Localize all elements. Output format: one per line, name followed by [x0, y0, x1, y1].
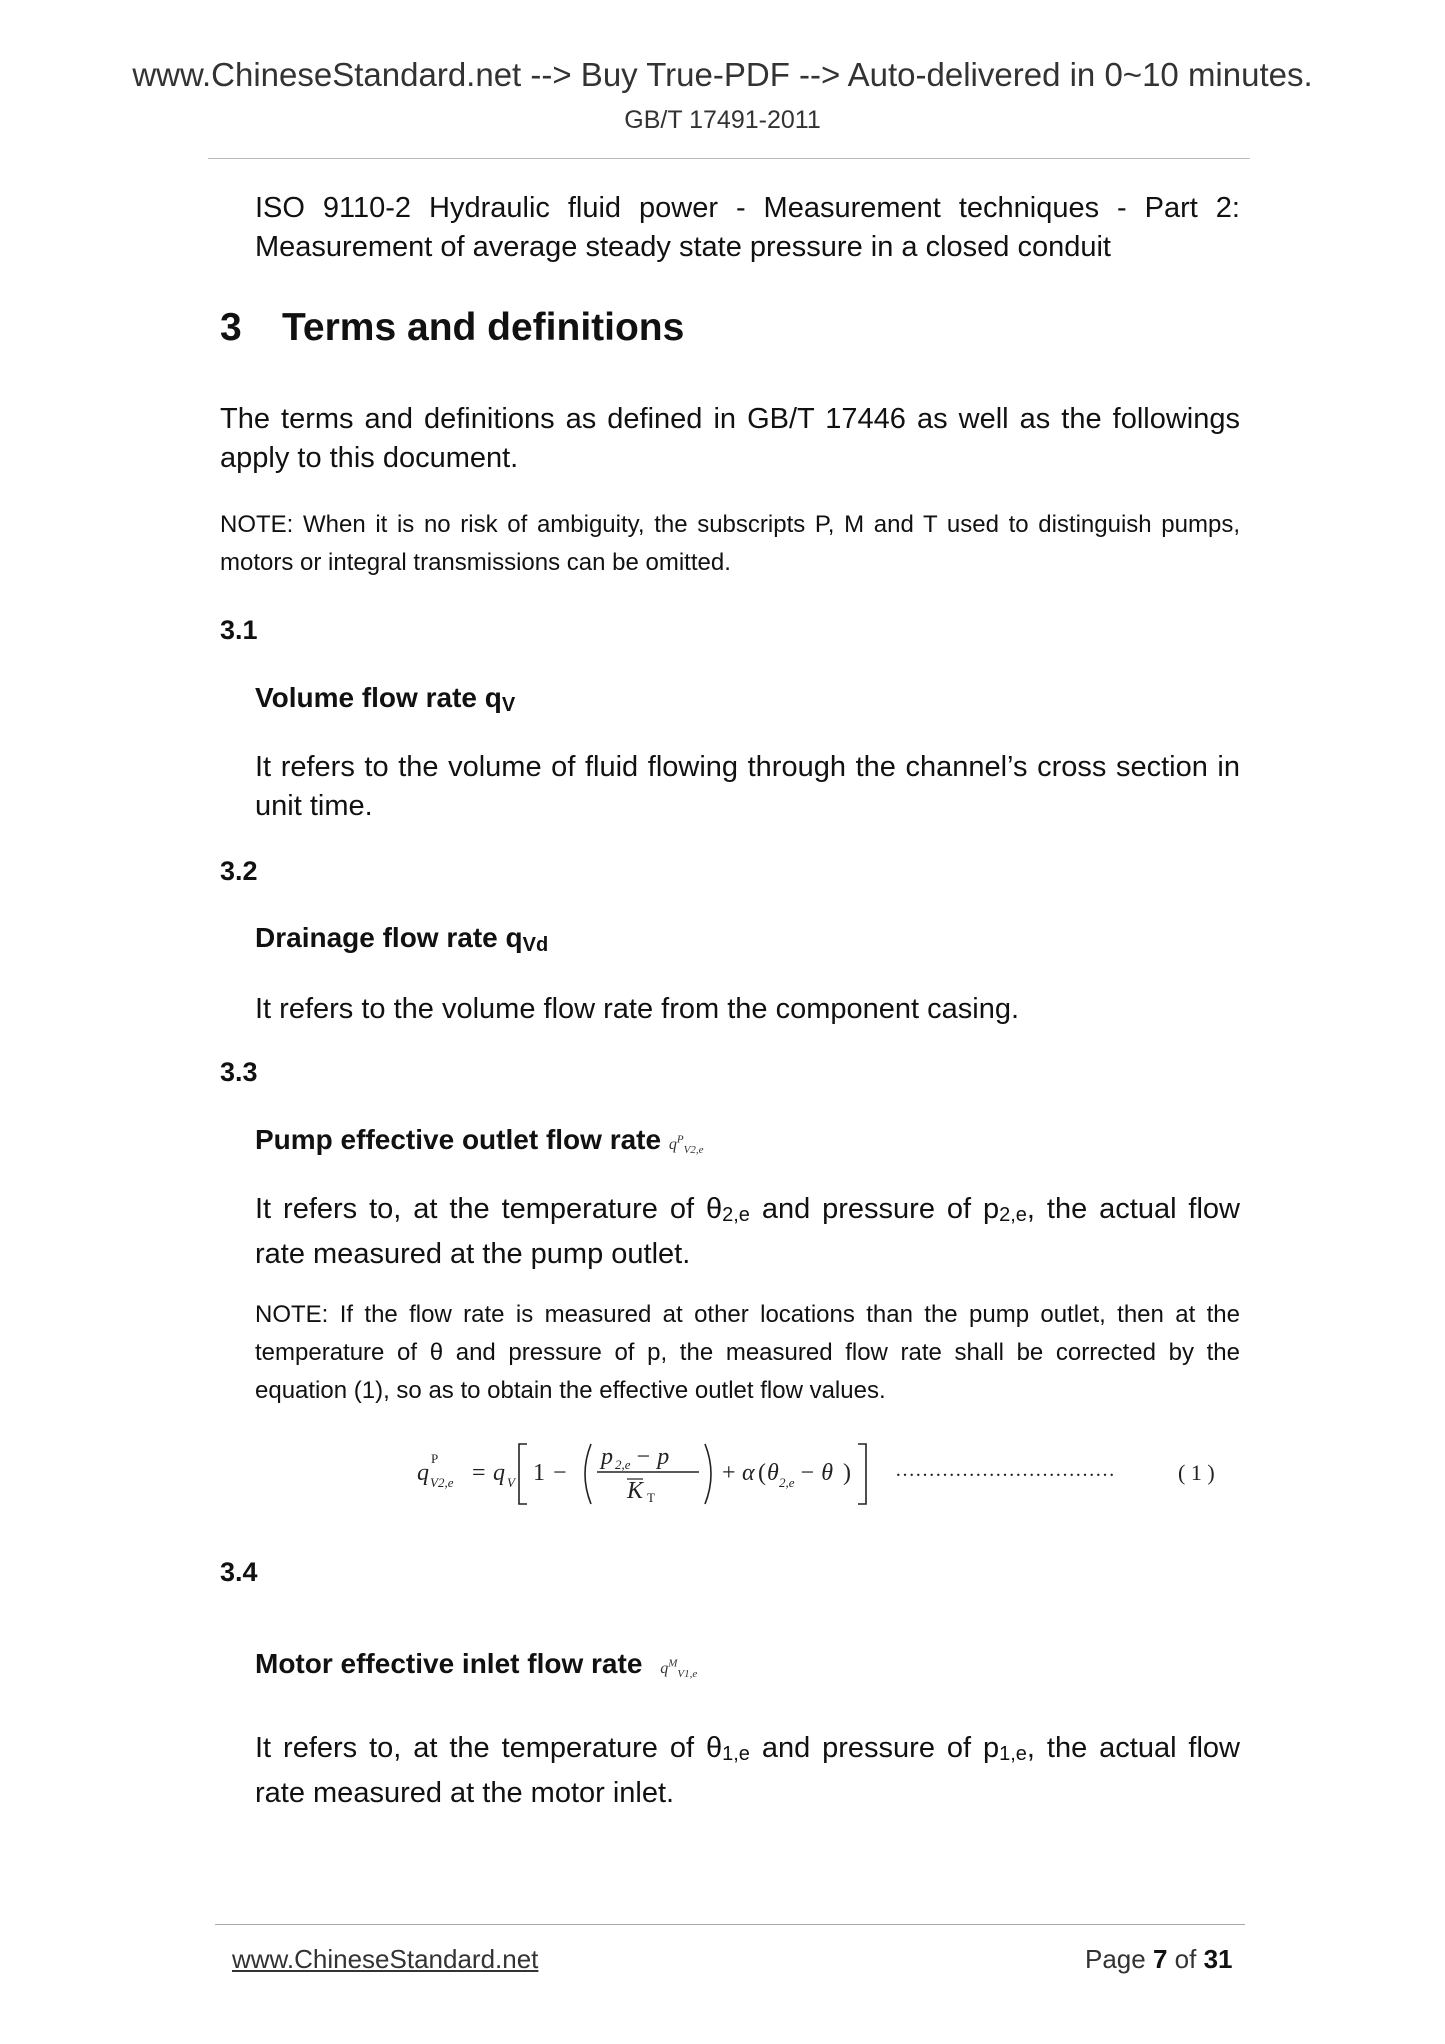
- eq-label: ( 1 ): [1178, 1460, 1215, 1485]
- definition-3-1: It refers to the volume of fluid flowing through the channel’s cross section in unit time.: [255, 751, 1240, 822]
- header-banner: www.ChineseStandard.net --> Buy True-PDF --> Auto-delivered in 0~10 minutes.: [132, 56, 1313, 93]
- clause-number-3-1: 3.1: [220, 615, 258, 645]
- footer-link[interactable]: www.ChineseStandard.net: [232, 1944, 539, 1974]
- eq-num-p: p: [601, 1444, 613, 1470]
- term-subscript: Vd: [522, 934, 549, 956]
- term-volume-flow-rate: [255, 682, 515, 717]
- eq-minus: −: [553, 1460, 567, 1486]
- normative-reference-item: ISO 9110-2 Hydraulic fluid power - Measurement techniques - Part 2: Measurement of average steady state pressure in a closed conduit: [255, 192, 1240, 263]
- term-subscript: V: [501, 694, 516, 716]
- section-heading: [220, 306, 684, 350]
- term-label: Drainage flow rate q: [255, 922, 523, 953]
- term-motor-effective-inlet-flow-rate: [255, 1648, 697, 1680]
- eq-lhs-sup: P: [431, 1451, 439, 1466]
- eq-plus: +: [722, 1460, 736, 1486]
- definition-3-2: It refers to the volume flow rate from the component casing.: [255, 993, 1020, 1025]
- eq-den-sub: T: [647, 1490, 655, 1505]
- term-label: Motor effective inlet flow rate: [255, 1648, 643, 1679]
- eq-theta-sub: 2,e: [779, 1475, 795, 1490]
- eq-theta: θ: [767, 1460, 779, 1486]
- section-number: 3: [220, 306, 242, 349]
- term-label: Volume flow rate q: [255, 682, 502, 713]
- page-total: 31: [1203, 1944, 1233, 1974]
- symbol-q-pump: $q^P_{V2,e}$: [668, 1133, 704, 1156]
- section-note: NOTE: When it is no risk of ambiguity, the subscripts P, M and T used to distinguish pumps, motors or integral transmissions can be omitted.: [220, 511, 1240, 576]
- eq-bracket-right: [858, 1444, 866, 1504]
- eq-lhs-sub: V2,e: [430, 1475, 454, 1490]
- eq-equals: =: [472, 1460, 486, 1486]
- eq-qv: q: [493, 1460, 505, 1486]
- note-3-3: NOTE: If the flow rate is measured at other locations than the pump outlet, then at the temperature of θ and pressure of p, the measured flow rate shall be corrected by the equation (1), so as to obtain the effective outlet flow values.: [255, 1301, 1240, 1404]
- term-drainage-flow-rate: [255, 922, 548, 957]
- term-pump-effective-outlet-flow-rate: [255, 1124, 703, 1156]
- page-number: 7: [1152, 1944, 1168, 1974]
- term-label: Pump effective outlet flow rate: [255, 1124, 662, 1155]
- eq-theta-rest: − θ: [799, 1460, 833, 1486]
- eq-alpha: α: [742, 1460, 755, 1486]
- symbol-q-motor: $q^M_{V1,e}$: [660, 1657, 698, 1680]
- eq-leader-dots: ……………………………: [895, 1459, 1115, 1481]
- eq-lhs-q: q: [417, 1460, 429, 1486]
- section-title: Terms and definitions: [282, 306, 685, 349]
- eq-num-sub: 2,e: [615, 1457, 631, 1472]
- eq-close-paren: ): [843, 1460, 851, 1486]
- clause-number-3-4: 3.4: [220, 1557, 258, 1587]
- equation-1: [415, 1436, 1260, 1506]
- footer-divider: [215, 1924, 1245, 1925]
- eq-paren-left: [585, 1444, 591, 1504]
- clause-number-3-2: 3.2: [220, 856, 258, 886]
- header-divider: [208, 158, 1250, 159]
- definition-3-4: It refers to, at the temperature of $\theta_{1,e}$ and pressure of $p_{1,e}$, the actual flow rate measured at the motor inlet.: [255, 1732, 1241, 1809]
- eq-num-rest: − p: [635, 1444, 670, 1470]
- definition-3-3: It refers to, at the temperature of $\theta_{2,e}$ and pressure of $p_{2,e}$, the actual flow rate measured at the pump outlet.: [255, 1193, 1241, 1270]
- eq-qv-sub: V: [507, 1475, 515, 1490]
- eq-paren-right: [705, 1444, 711, 1504]
- eq-den-k: K: [627, 1478, 644, 1504]
- standard-code: GB/T 17491-2011: [624, 106, 821, 134]
- eq-bracket-left: [519, 1444, 527, 1504]
- page-indicator: Page 7 of 31: [1085, 1944, 1233, 1974]
- clause-number-3-3: 3.3: [220, 1057, 258, 1087]
- eq-one: 1: [533, 1460, 545, 1486]
- eq-open-paren: (: [758, 1460, 766, 1486]
- section-intro: The terms and definitions as defined in GB/T 17446 as well as the followings apply to this document.: [220, 403, 1240, 474]
